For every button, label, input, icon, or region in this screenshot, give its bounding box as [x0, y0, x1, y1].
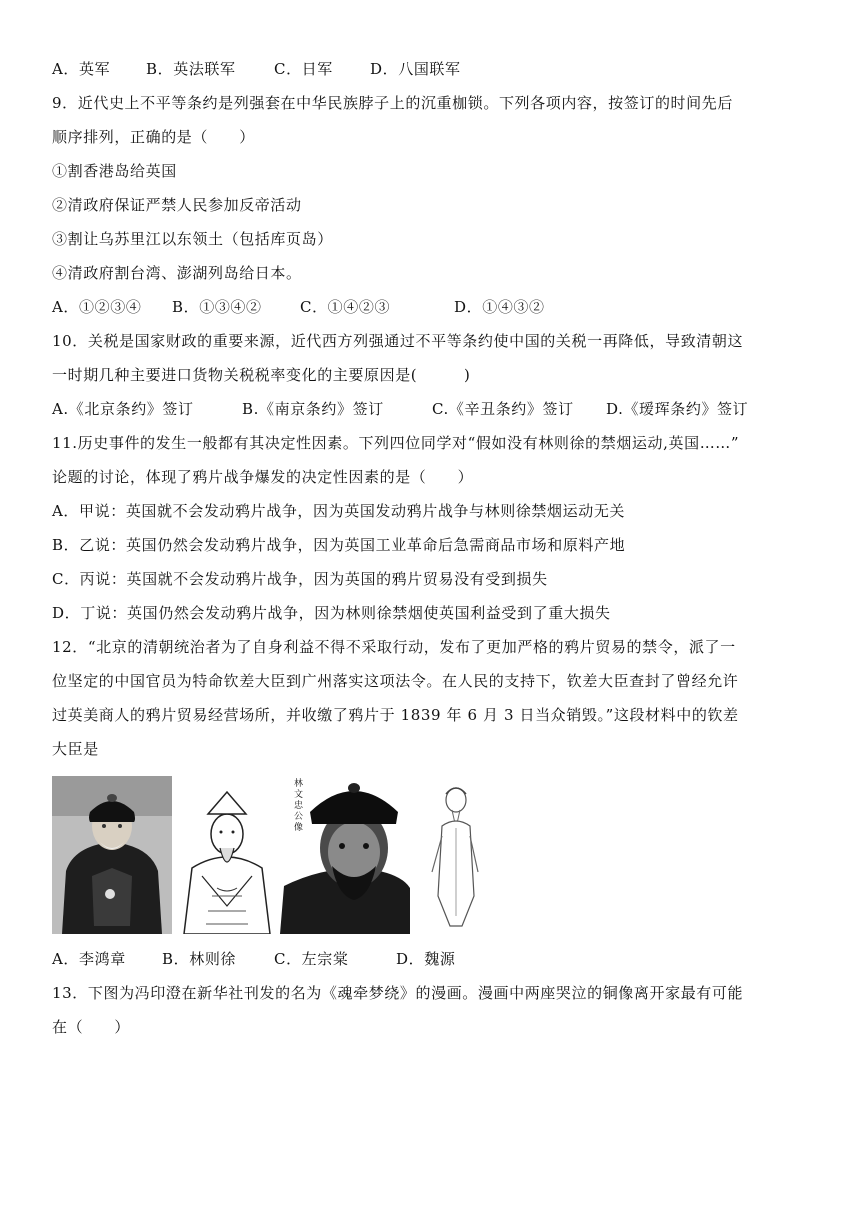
q9-option-b[interactable]: B．①③④②: [172, 298, 262, 316]
q11-stem-line-2: 论题的讨论，体现了鸦片战争爆发的决定性因素的是（ ）: [52, 468, 474, 486]
q10-option-b[interactable]: B.《南京条约》签订: [242, 400, 384, 418]
q9-option-a[interactable]: A．①②③④: [52, 298, 142, 316]
q12-option-d[interactable]: D．魏源: [396, 950, 456, 968]
q12-portraits: [52, 776, 492, 936]
q10-options: [52, 398, 748, 420]
q13-stem-line-1: 13．下图为冯印澄在新华社刊发的名为《魂牵梦绕》的漫画。漫画中两座哭泣的铜像离开家最有可能: [52, 984, 744, 1002]
q12-stem-line-4: 大臣是: [52, 740, 99, 758]
q8-option-a[interactable]: A．英军: [52, 60, 111, 78]
q11-stem-line-1: 11.历史事件的发生一般都有其决定性因素。下列四位同学对“假如没有林则徐的禁烟运动,英国……”: [52, 434, 740, 452]
q10-stem-line-1: 10．关税是国家财政的重要来源，近代西方列强通过不平等条约使中国的关税一再降低，导致清朝这: [52, 332, 744, 350]
q11-option-c[interactable]: C．丙说：英国就不会发动鸦片战争，因为英国的鸦片贸易没有受到损失: [52, 570, 548, 588]
q9-item-2: ②清政府保证严禁人民参加反帝活动: [52, 196, 302, 214]
q9-item-3: ③割让乌苏里江以东领土（包括库页岛）: [52, 230, 333, 248]
q9-item-1: ①割香港岛给英国: [52, 162, 177, 180]
q12-option-c[interactable]: C．左宗棠: [274, 950, 349, 968]
q9-option-d[interactable]: D．①④③②: [454, 298, 545, 316]
q10-option-c[interactable]: C.《辛丑条约》签订: [432, 400, 574, 418]
q10-stem-line-2: 一时期几种主要进口货物关税税率变化的主要原因是( ): [52, 366, 471, 384]
portrait-c-image: [280, 776, 410, 934]
q9-option-c[interactable]: C．①④②③: [300, 298, 391, 316]
portrait-c-caption-text: 林文忠公像: [294, 779, 304, 833]
q9-stem-line-2: 顺序排列，正确的是（ ）: [52, 128, 255, 146]
q9-stem-line-1: 9．近代史上不平等条约是列强套在中华民族脖子上的沉重枷锁。下列各项内容，按签订的时间先后: [52, 94, 733, 112]
q13-stem-line-2: 在（ ）: [52, 1018, 131, 1036]
q12-option-b[interactable]: B．林则徐: [162, 950, 237, 968]
q8-options: [52, 58, 461, 80]
q10-option-d[interactable]: D.《瑷珲条约》签订: [606, 400, 749, 418]
q10-option-a[interactable]: A.《北京条约》签订: [52, 400, 194, 418]
q12-stem-line-3: 过英美商人的鸦片贸易经营场所，并收缴了鸦片于 1839 年 6 月 3 日当众销毁。”这段材料中的钦差: [52, 706, 739, 724]
q11-option-b[interactable]: B．乙说：英国仍然会发动鸦片战争，因为英国工业革命后急需商品市场和原料产地: [52, 536, 626, 554]
portrait-b-image: [172, 776, 282, 934]
q12-stem-line-1: 12．“北京的清朝统治者为了自身利益不得不采取行动，发布了更加严格的鸦片贸易的禁令，派了一: [52, 638, 736, 656]
q12-option-a[interactable]: A．李鸿章: [52, 950, 126, 968]
q8-option-c[interactable]: C．日军: [274, 60, 333, 78]
q12-options: [52, 948, 455, 970]
portrait-d-image: [422, 776, 488, 934]
q8-option-b[interactable]: B．英法联军: [146, 60, 236, 78]
q9-item-4: ④清政府割台湾、澎湖列岛给日本。: [52, 264, 302, 282]
q12-stem-line-2: 位坚定的中国官员为特命钦差大臣到广州落实这项法令。在人民的支持下，钦差大臣查封了曾经允许: [52, 672, 739, 690]
q11-option-d[interactable]: D．丁说：英国仍然会发动鸦片战争，因为林则徐禁烟使英国利益受到了重大损失: [52, 604, 611, 622]
q9-options: [52, 296, 545, 318]
q8-option-d[interactable]: D．八国联军: [370, 60, 461, 78]
q11-option-a[interactable]: A．甲说：英国就不会发动鸦片战争，因为英国发动鸦片战争与林则徐禁烟运动无关: [52, 502, 626, 520]
portrait-a-image: [52, 776, 172, 934]
